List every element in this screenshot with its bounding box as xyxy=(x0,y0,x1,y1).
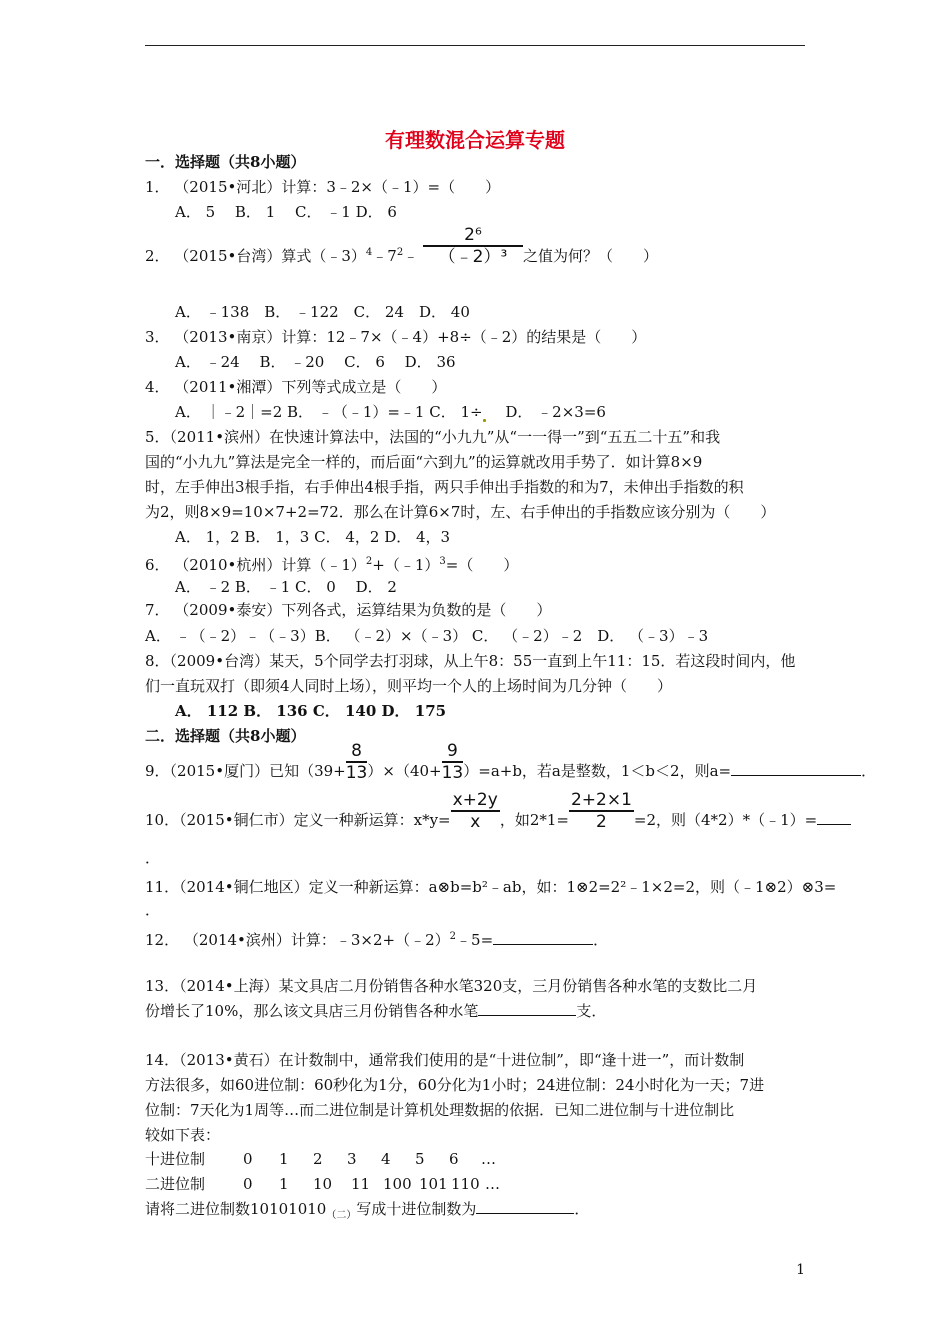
q9-f2-num: 9 xyxy=(442,741,464,763)
q10-fraction-1 xyxy=(451,790,500,832)
question-6 xyxy=(145,552,518,575)
question-1: 1． （2015•河北）计算：3﹣2×（﹣1）=（ ） xyxy=(145,178,501,196)
q9-mid: ）×（40+ xyxy=(367,762,442,780)
question-5-line-1: 5．（2011•滨州）在快速计算法中，法国的“小九九”从“一一得一”到“五五二十五”和我 xyxy=(145,428,721,446)
q10-f2-den: 2 xyxy=(596,812,607,832)
q13-answer-blank[interactable] xyxy=(478,1001,576,1016)
q14-answer-blank[interactable] xyxy=(476,1199,574,1214)
q10-f1-num: x+2y xyxy=(452,790,498,810)
q12-answer-blank[interactable] xyxy=(493,930,593,945)
table-cell: 1 xyxy=(279,1150,289,1168)
q10-answer-blank[interactable] xyxy=(817,810,851,825)
q2-fraction-num: 2⁶ xyxy=(423,225,523,247)
table-cell: 1 xyxy=(279,1175,289,1193)
section-2-heading: 二．选择题（共8小题） xyxy=(145,727,306,745)
q13-end: 支． xyxy=(576,1002,607,1020)
table-cell: 101 xyxy=(419,1175,448,1193)
question-2-options: A． ﹣138 B． ﹣122 C． 24 D． 40 xyxy=(175,303,470,321)
q10-mid: ，如2*1= xyxy=(499,811,569,829)
q4-opts-b: D． ﹣2×3=6 xyxy=(485,403,606,421)
question-8-line-1: 8．（2009•台湾）某天，5个同学去打羽球，从上午8：55一直到上午11：15．若这段时间内，他 xyxy=(145,652,796,670)
question-7: 7． （2009•泰安）下列各式，运算结果为负数的是（ ） xyxy=(145,601,552,619)
q12-post: ﹣5= xyxy=(456,931,494,949)
q6-exp2: 3 xyxy=(439,556,446,567)
question-6-options: A． ﹣2 B． ﹣1 C． 0 D． 2 xyxy=(175,578,397,596)
question-8-options: A． 112 B． 136 C． 140 D． 175 xyxy=(175,702,447,720)
q12-end: ． xyxy=(593,931,609,949)
question-4: 4． （2011•湘潭）下列等式成立是（ ） xyxy=(145,378,447,396)
q14-subscript: （二） xyxy=(326,1210,357,1221)
table-cell: 10 xyxy=(313,1175,333,1193)
q2-post: 之值为何？（ ） xyxy=(522,247,658,265)
question-14-line-4: 较如下表： xyxy=(145,1126,221,1144)
question-13-line-2 xyxy=(145,1001,606,1021)
table-label-binary: 二进位制 xyxy=(145,1175,206,1193)
q6-post: =（ ） xyxy=(445,556,519,574)
q12-pre: 12． （2014•滨州）计算：﹣3×2+（﹣2） xyxy=(145,931,450,949)
question-14-line-3: 位制：7天化为1周等…而二进位制是计算机处理数据的依据．已知二进位制与十进位制比 xyxy=(145,1101,735,1119)
question-8-line-2: 们一直玩双打（即须4人同时上场），则平均一个人的上场时间为几分钟（ ） xyxy=(145,677,673,695)
page-number: 1 xyxy=(796,1262,805,1278)
question-11: 11．（2014•铜仁地区）定义一种新运算：a⊗b=b²﹣ab，如：1⊗2=2²﹣1×2=2，则（﹣1⊗2）⊗3= xyxy=(145,878,837,896)
q2-mid: ﹣7 xyxy=(372,247,397,265)
question-5-line-4: 为2，则8×9=10×7+2=72．那么在计算6×7时，左、右手伸出的手指数应该分别为（ ） xyxy=(145,503,776,521)
q9-pre: 9．（2015•厦门）已知（39+ xyxy=(145,762,346,780)
table-label-decimal: 十进位制 xyxy=(145,1150,206,1168)
question-14-line-1: 14．（2013•黄石）在计数制中，通常我们使用的是“十进位制”，即“逢十进一”，而计数制 xyxy=(145,1051,745,1069)
q14-last-pre: 请将二进位制数10101010 xyxy=(145,1200,327,1218)
q9-f2-den: 13 xyxy=(441,763,464,783)
section-1-heading: 一．选择题（共8小题） xyxy=(145,153,306,171)
base-table-row-binary xyxy=(145,1174,505,1194)
table-cell: … xyxy=(481,1150,496,1168)
q2-fraction-den: （﹣2）³ xyxy=(438,247,508,267)
table-cell: 110 xyxy=(451,1175,480,1193)
page-title: 有理数混合运算专题 xyxy=(385,128,565,152)
question-5-options: A． 1，2 B． 1，3 C． 4，2 D． 4，3 xyxy=(175,528,451,546)
q9-answer-blank[interactable] xyxy=(731,761,861,776)
question-13-line-1: 13．（2014•上海）某文具店二月份销售各种水笔320支，三月份销售各种水笔的支数比二月 xyxy=(145,977,758,995)
q6-exp1: 2 xyxy=(365,556,373,567)
q10-f2-num: 2+2×1 xyxy=(570,790,632,810)
question-14-last xyxy=(145,1199,589,1226)
table-cell: 4 xyxy=(381,1150,391,1168)
question-12 xyxy=(145,927,608,950)
q12-exp: 2 xyxy=(449,931,457,942)
table-cell: 11 xyxy=(351,1175,371,1193)
question-5-line-2: 国的“小九九”算法是完全一样的，而后面“六到九”的运算就改用手势了．如计算8×9 xyxy=(145,453,703,471)
q13-text: 份增长了10%，那么该文具店三月份销售各种水笔 xyxy=(145,1002,479,1020)
question-2 xyxy=(145,225,658,267)
question-9 xyxy=(145,741,877,783)
table-cell: 6 xyxy=(449,1150,459,1168)
question-3: 3． （2013•南京）计算：12﹣7×（﹣4）+8÷（﹣2）的结果是（ ） xyxy=(145,328,647,346)
q9-post: ）=a+b，若a是整数，1＜b＜2，则a= xyxy=(463,762,732,780)
q10-pre: 10．（2015•铜仁市）定义一种新运算：x*y= xyxy=(145,811,451,829)
q6-mid: +（﹣1） xyxy=(372,556,440,574)
table-cell: 3 xyxy=(347,1150,357,1168)
question-7-options: A． ﹣（﹣2）﹣（﹣3）B． （﹣2）×（﹣3） C． （﹣2）﹣2 D． （﹣3）﹣3 xyxy=(145,627,709,645)
q2-exp2: 2 xyxy=(396,247,404,258)
table-cell: … xyxy=(485,1175,500,1193)
q2-exp1: 4 xyxy=(365,247,373,258)
q10-f1-den: x xyxy=(470,812,481,832)
question-4-options xyxy=(175,402,606,422)
table-cell: 2 xyxy=(313,1150,323,1168)
q2-fraction xyxy=(423,225,523,267)
q9-fraction-1 xyxy=(346,741,368,783)
q2-minus: ﹣ xyxy=(403,247,419,265)
q6-pre: 6． （2010•杭州）计算（﹣1） xyxy=(145,556,366,574)
question-5-line-3: 时，左手伸出3根手指，右手伸出4根手指，两只手伸出手指数的和为7，未伸出手指数的积 xyxy=(145,478,744,496)
question-10-end: ． xyxy=(145,849,161,867)
table-cell: 0 xyxy=(243,1175,253,1193)
q9-f1-den: 13 xyxy=(345,763,368,783)
q14-end: ． xyxy=(574,1200,590,1218)
question-3-options: A． ﹣24 B． ﹣20 C． 6 D． 36 xyxy=(175,353,456,371)
q10-post: =2，则（4*2）*（﹣1）= xyxy=(633,811,818,829)
table-cell: 0 xyxy=(243,1150,253,1168)
q2-pre: 2． （2015•台湾）算式（﹣3） xyxy=(145,247,366,265)
base-table-row-decimal xyxy=(145,1149,511,1169)
question-11-end: ． xyxy=(145,901,161,919)
q14-last-post: 写成十进位制数为 xyxy=(356,1200,477,1218)
q9-f1-num: 8 xyxy=(346,741,368,763)
q10-fraction-2 xyxy=(569,790,634,832)
question-14-line-2: 方法很多，如60进位制：60秒化为1分，60分化为1小时；24进位制：24小时化为一天；7进 xyxy=(145,1076,765,1094)
q4-opts-a: A． ｜﹣2｜=2 B． ﹣（﹣1）=﹣1 C． 1÷ xyxy=(175,403,483,421)
question-1-options: A． 5 B． 1 C． ﹣1 D． 6 xyxy=(175,203,397,221)
table-cell: 100 xyxy=(383,1175,412,1193)
header-rule xyxy=(145,45,805,46)
q9-fraction-2 xyxy=(442,741,464,783)
q9-end: ． xyxy=(861,762,877,780)
table-cell: 5 xyxy=(415,1150,425,1168)
